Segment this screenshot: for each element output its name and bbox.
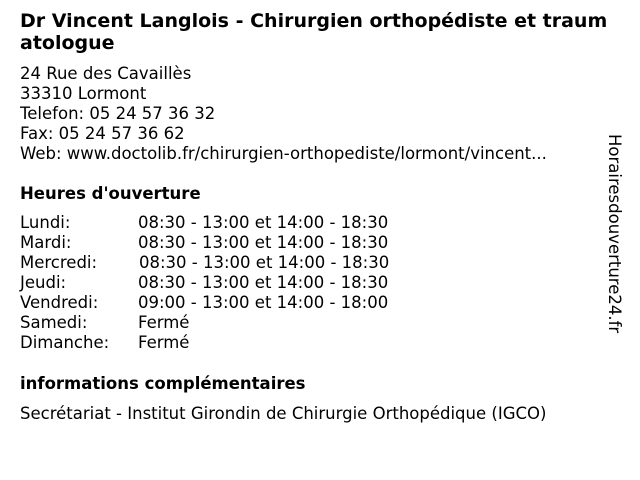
day-label: Lundi:: [20, 213, 71, 232]
day-label: Samedi:: [20, 313, 88, 332]
additional-info-text: Secrétariat - Institut Girondin de Chirurgie Orthopédique (IGCO): [20, 404, 547, 423]
fax-number: Fax: 05 24 57 36 62: [20, 124, 185, 143]
additional-info-heading: informations complémentaires: [20, 374, 306, 393]
address-city: 33310 Lormont: [20, 84, 147, 103]
address-block: [20, 64, 600, 164]
opening-hours-heading: Heures d'ouverture: [20, 184, 201, 203]
hours-row-monday: [20, 213, 600, 233]
hours-row-sunday: [20, 333, 600, 353]
time-value: Fermé: [138, 313, 190, 332]
time-value: 08:30 - 13:00 et 14:00 - 18:30: [138, 213, 389, 232]
hours-row-tuesday: [20, 233, 600, 253]
time-value: 08:30 - 13:00 et 14:00 - 18:30: [138, 273, 389, 292]
time-value: Fermé: [138, 333, 190, 352]
time-value: 09:00 - 13:00 et 14:00 - 18:00: [138, 293, 389, 312]
time-value: 08:30 - 13:00 et 14:00 - 18:30: [139, 253, 390, 272]
day-label: Mercredi:: [20, 253, 98, 272]
day-label: Mardi:: [20, 233, 72, 252]
hours-row-friday: [20, 293, 600, 313]
day-label: Vendredi:: [20, 293, 99, 312]
phone-number: Telefon: 05 24 57 36 32: [20, 104, 216, 123]
time-value: 08:30 - 13:00 et 14:00 - 18:30: [138, 233, 389, 252]
page-title: Dr Vincent Langlois - Chirurgien orthopédiste et traumatologue: [20, 10, 608, 54]
hours-row-thursday: [20, 273, 600, 293]
hours-row-saturday: [20, 313, 600, 333]
address-street: 24 Rue des Cavaillès: [20, 64, 192, 83]
opening-hours-table: [20, 213, 600, 353]
day-label: Jeudi:: [20, 273, 67, 292]
hours-row-wednesday: [20, 253, 600, 273]
site-watermark: Horairesdouverture24.fr: [605, 134, 624, 334]
day-label: Dimanche:: [20, 333, 110, 352]
website: Web: www.doctolib.fr/chirurgien-orthopediste/lormont/vincent...: [20, 144, 547, 163]
